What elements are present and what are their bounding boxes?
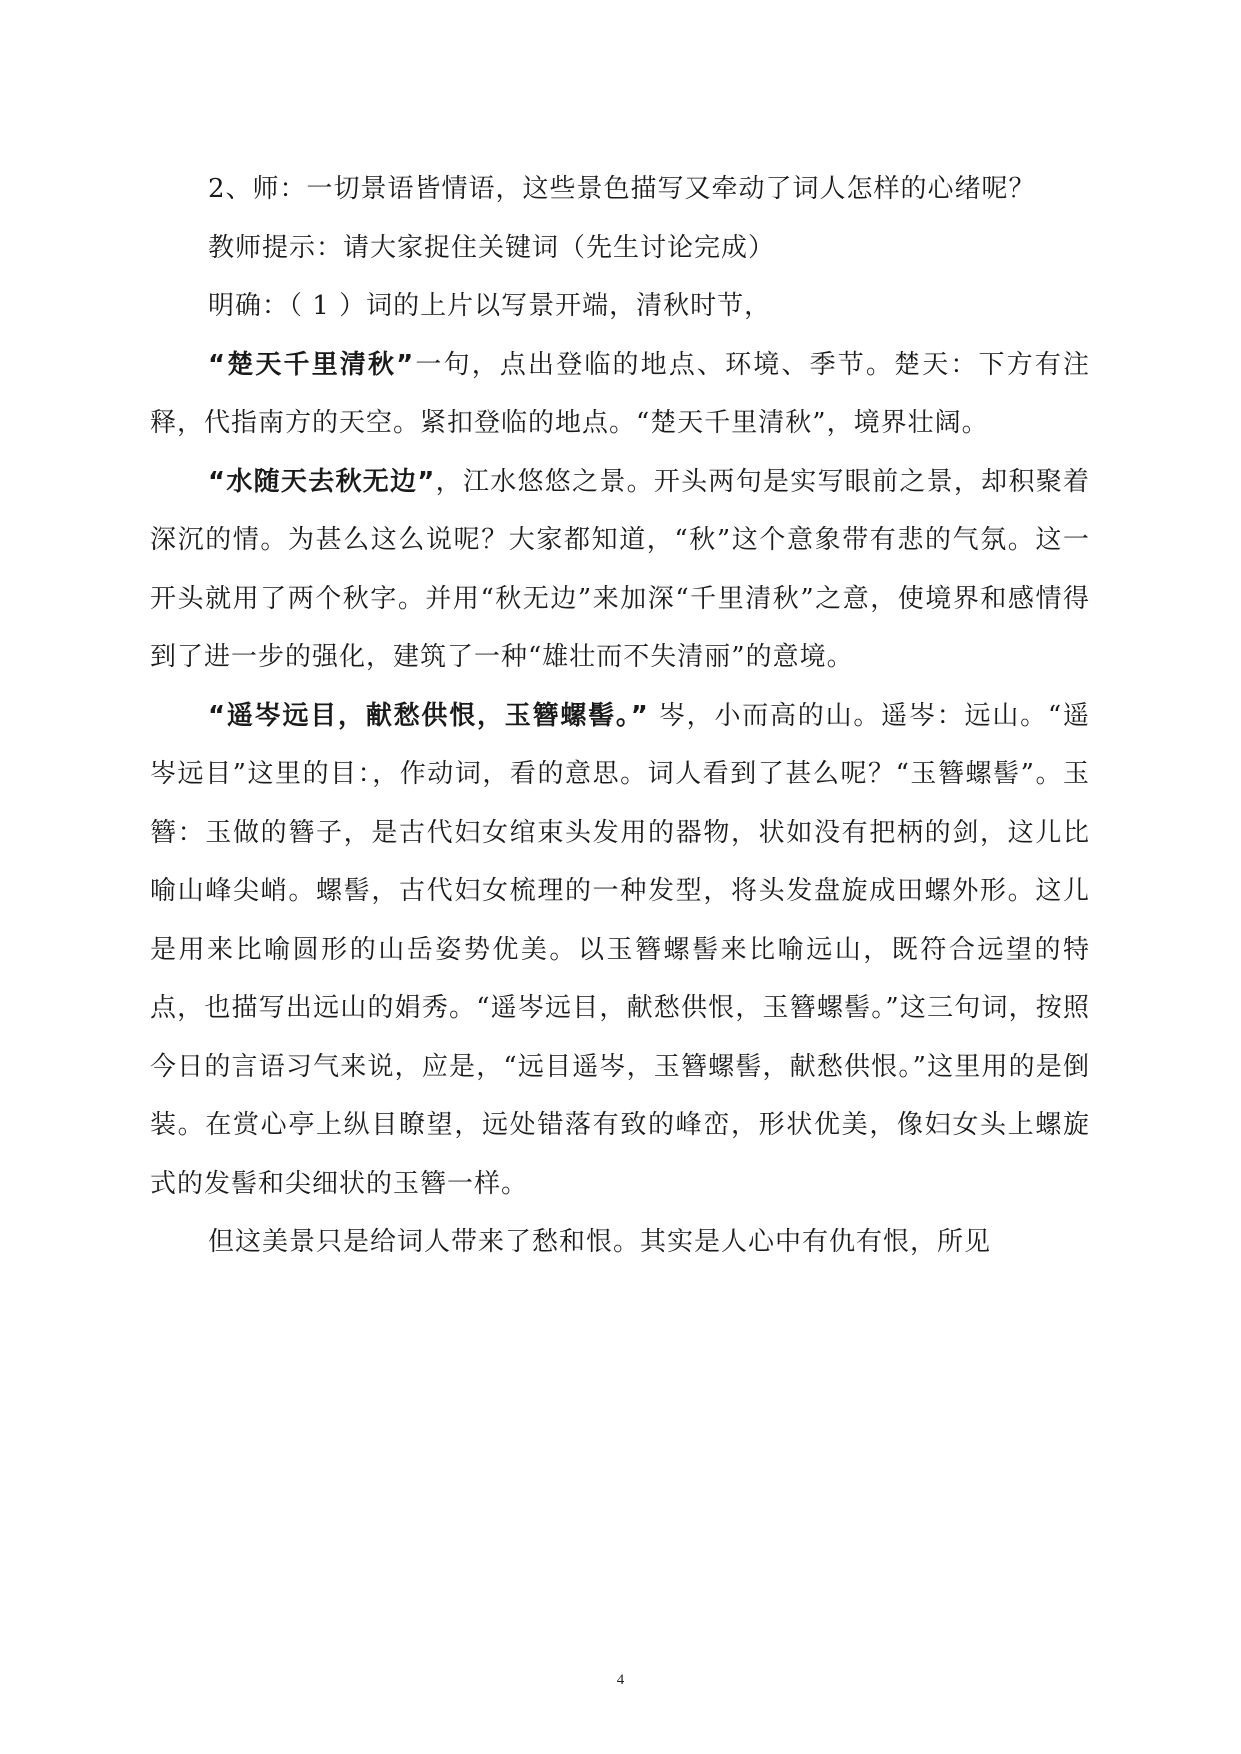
- paragraph-yaocen: [150, 687, 1090, 1214]
- key-phrase: “遥岑远目，献愁供恨，玉簪螺髻。”: [208, 700, 649, 731]
- paragraph-question: [150, 160, 1090, 219]
- paragraph-text: 一句，点出登临的地点、环境、季节。楚天：下方有注释，代指南方的天空。紧扣登临的地点。“楚天千里清秋”，境界壮阔。: [150, 349, 1090, 438]
- document-body: [150, 160, 1090, 1272]
- paragraph-text: 明确：（ 1 ）词的上片以写景开端，清秋时节，: [208, 291, 772, 321]
- paragraph-answer-intro: [150, 277, 1090, 336]
- paragraph-hint: [150, 219, 1090, 278]
- paragraph-text: 2、师：一切景语皆情语，这些景色描写又牵动了词人怎样的心绪呢？: [208, 174, 1036, 204]
- paragraph-chutian: [150, 336, 1090, 453]
- paragraph-text: ，江水悠悠之景。开头两句是实写眼前之景，却积聚着深沉的情。为甚么这么说呢？大家都知道，“秋”这个意象带有悲的气氛。这一开头就用了两个秋字。并用“秋无边”来加深“千里清秋”之意，使境界和感情得到了进一步的强化，建筑了一种“雄壮而不失清丽”的意境。: [150, 466, 1090, 672]
- paragraph-shuisui: [150, 453, 1090, 687]
- paragraph-text: 教师提示：请大家捉住关键词（先生讨论完成）: [208, 232, 776, 263]
- paragraph-conclusion: [150, 1213, 1090, 1272]
- paragraph-text: 岑，小而高的山。遥岑：远山。“遥岑远目”这里的目：，作动词，看的意思。词人看到了甚么呢？“玉簪螺髻”。玉簪：玉做的簪子，是古代妇女绾束头发用的器物，状如没有把柄的剑，这儿比喻山峰尖峭。螺髻，古代妇女梳理的一种发型，将头发盘旋成田螺外形。这儿是用来比喻圆形的山岳姿势优美。以玉簪螺髻来比喻远山，既符合远望的特点，也描写出远山的娟秀。“遥岑远目，献愁供恨，玉簪螺髻。”这三句词，按照今日的言语习气来说，应是，“远目遥岑，玉簪螺髻，献愁供恨。”这里用的是倒装。在赏心亭上纵目瞭望，远处错落有致的峰峦，形状优美，像妇女头上螺旋式的发髻和尖细状的玉簪一样。: [150, 700, 1090, 1199]
- paragraph-text: 但这美景只是给词人带来了愁和恨。其实是人心中有仇有恨，所见: [208, 1227, 992, 1257]
- key-phrase: “水随天去秋无边”: [208, 466, 436, 497]
- key-phrase: “楚天千里清秋”: [208, 349, 415, 380]
- page-number: 4: [616, 1672, 625, 1688]
